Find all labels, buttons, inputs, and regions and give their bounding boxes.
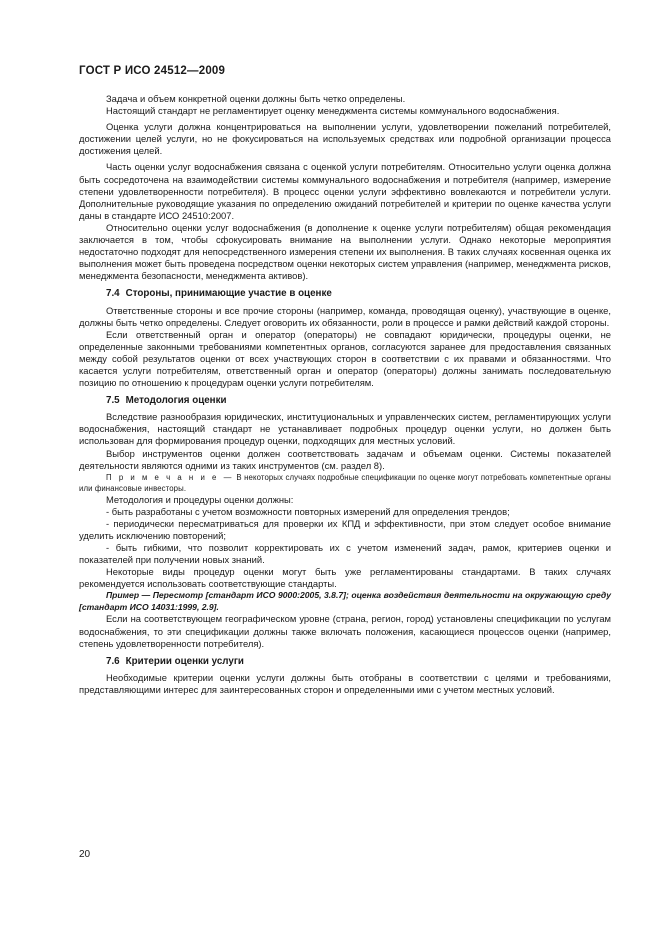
paragraph: Выбор инструментов оценки должен соответствовать задачам и объемам оценки. Системы показателей деятельности являются одними из таких инструментов (см. раздел 8). <box>79 447 611 471</box>
paragraph: Часть оценки услуг водоснабжения связана с оценкой услуги потребителям. Относительно услуги оценка должна быть сосредоточена на взаимодействии системы коммунального водоснабжения и потребителя (например, измерение степени удовлетворенности потребителя). В процесс оценки услуги эффективно вовлекаются и потребители услуги. Дополнительные руководящие указания по определению ожиданий потребителей и критерии по оценке качества услуги даны в стандарте ИСО 24510:2007. <box>79 161 611 221</box>
section-title: Критерии оценки услуги <box>125 655 244 667</box>
section-number: 7.4 <box>106 288 120 300</box>
paragraph: Настоящий стандарт не регламентирует оценку менеджмента системы коммунального водоснабжения. <box>106 105 560 117</box>
paragraph: Необходимые критерии оценки услуги должны быть отобраны в соответствии с целями и требованиями, представляющими интерес для заинтересованных сторон и определенными ими с учетом местных условий. <box>79 671 611 695</box>
page-number: 20 <box>79 849 91 860</box>
list-item: - быть гибкими, что позволит корректировать их с учетом изменений задач, рамок, критериев оценки и показателей при получении новых знаний. <box>79 542 611 566</box>
section-heading-7-4 <box>79 288 611 300</box>
list-item: - быть разработаны с учетом возможности повторных измерений для определения трендов; <box>106 505 510 517</box>
section-title: Стороны, принимающие участие в оценке <box>125 288 332 300</box>
paragraph: Оценка услуги должна концентрироваться на выполнении услуги, удовлетворении пожеланий потребителей, достижении целей услуги, но не фокусироваться на используемых средствах или подробной организации процесса достижения целей. <box>79 121 611 157</box>
paragraph: Относительно оценки услуг водоснабжения (в дополнение к оценке услуги потребителям) общая рекомендация заключается в том, чтобы сфокусировать внимание на выполнении услуги. Однако некоторые мероприятия недостаточно подходят для непосредственного измерения степени их выполнения. В таких случаях косвенная оценка их выполнения может быть проведена посредством оценки некоторых систем управления (например, менеджмента рисков, менеджмента безопасности, менеджмента активов). <box>79 221 611 282</box>
note-label: П р и м е ч а н и е — <box>106 472 234 482</box>
paragraph: Вследствие разнообразия юридических, институциональных и управленческих систем, регламентирующих услуги водоснабжения, настоящий стандарт не устанавливает подробных процедур оценки услуги, но должен быть использован для формирования процедур оценки, подходящих для местных условий. <box>79 411 611 447</box>
paragraph: Если на соответствующем географическом уровне (страна, регион, город) установлены спецификации по услугам водоснабжения, то эти спецификации должны также включать положения, касающиеся процессов оценки (например, степень удовлетворенности потребителя). <box>79 613 611 649</box>
paragraph: Ответственные стороны и все прочие стороны (например, команда, проводящая оценку), участвующие в оценке, должны быть четко определены. Следует оговорить их обязанности, роли в процессе и рамки действий каждой стороны. <box>79 304 611 328</box>
list-intro: Методология и процедуры оценки должны: <box>106 493 294 505</box>
section-heading-7-6 <box>79 656 611 668</box>
section-number: 7.5 <box>106 395 120 407</box>
paragraph: Задача и объем конкретной оценки должны быть четко определены. <box>106 93 406 104</box>
document-body <box>79 93 611 696</box>
paragraph: Некоторые виды процедур оценки могут быть уже регламентированы стандартами. В таких случаях рекомендуется использовать соответствующие стандарты. <box>79 566 611 590</box>
note-text: В некоторых случаях подробные спецификации по оценке могут потребовать компетентные органы или финансовые инвесторы. <box>79 472 612 493</box>
list-item: - периодически пересматриваться для проверки их КПД и эффективности, при этом следует особое внимание уделить исключению повторений; <box>79 517 611 541</box>
paragraph: Если ответственный орган и оператор (операторы) не совпадают юридически, процедуры оценки, не определенные законными требованиями компетентных органов, согласуются заранее для предоставления связанных между собой результатов оценки от всех участвующих сторон в соответствии с их правами и обязанностями. Что касается услуги потребителям, ответственный орган и оператор (операторы) должны занимать последовательную позицию по отношению к процедурам оценки услуги потребителям. <box>79 328 611 389</box>
section-heading-7-5 <box>79 395 611 407</box>
section-title: Методология оценки <box>125 395 227 407</box>
example: Пример — Пересмотр [стандарт ИСО 9000:2005, 3.8.7]; оценка воздействия деятельности на окружающую среду [стандарт ИСО 14031:1999, 2.9]. <box>79 590 611 612</box>
section-number: 7.6 <box>106 655 120 667</box>
document-header: ГОСТ Р ИСО 24512—2009 <box>79 65 226 77</box>
note <box>79 472 611 494</box>
